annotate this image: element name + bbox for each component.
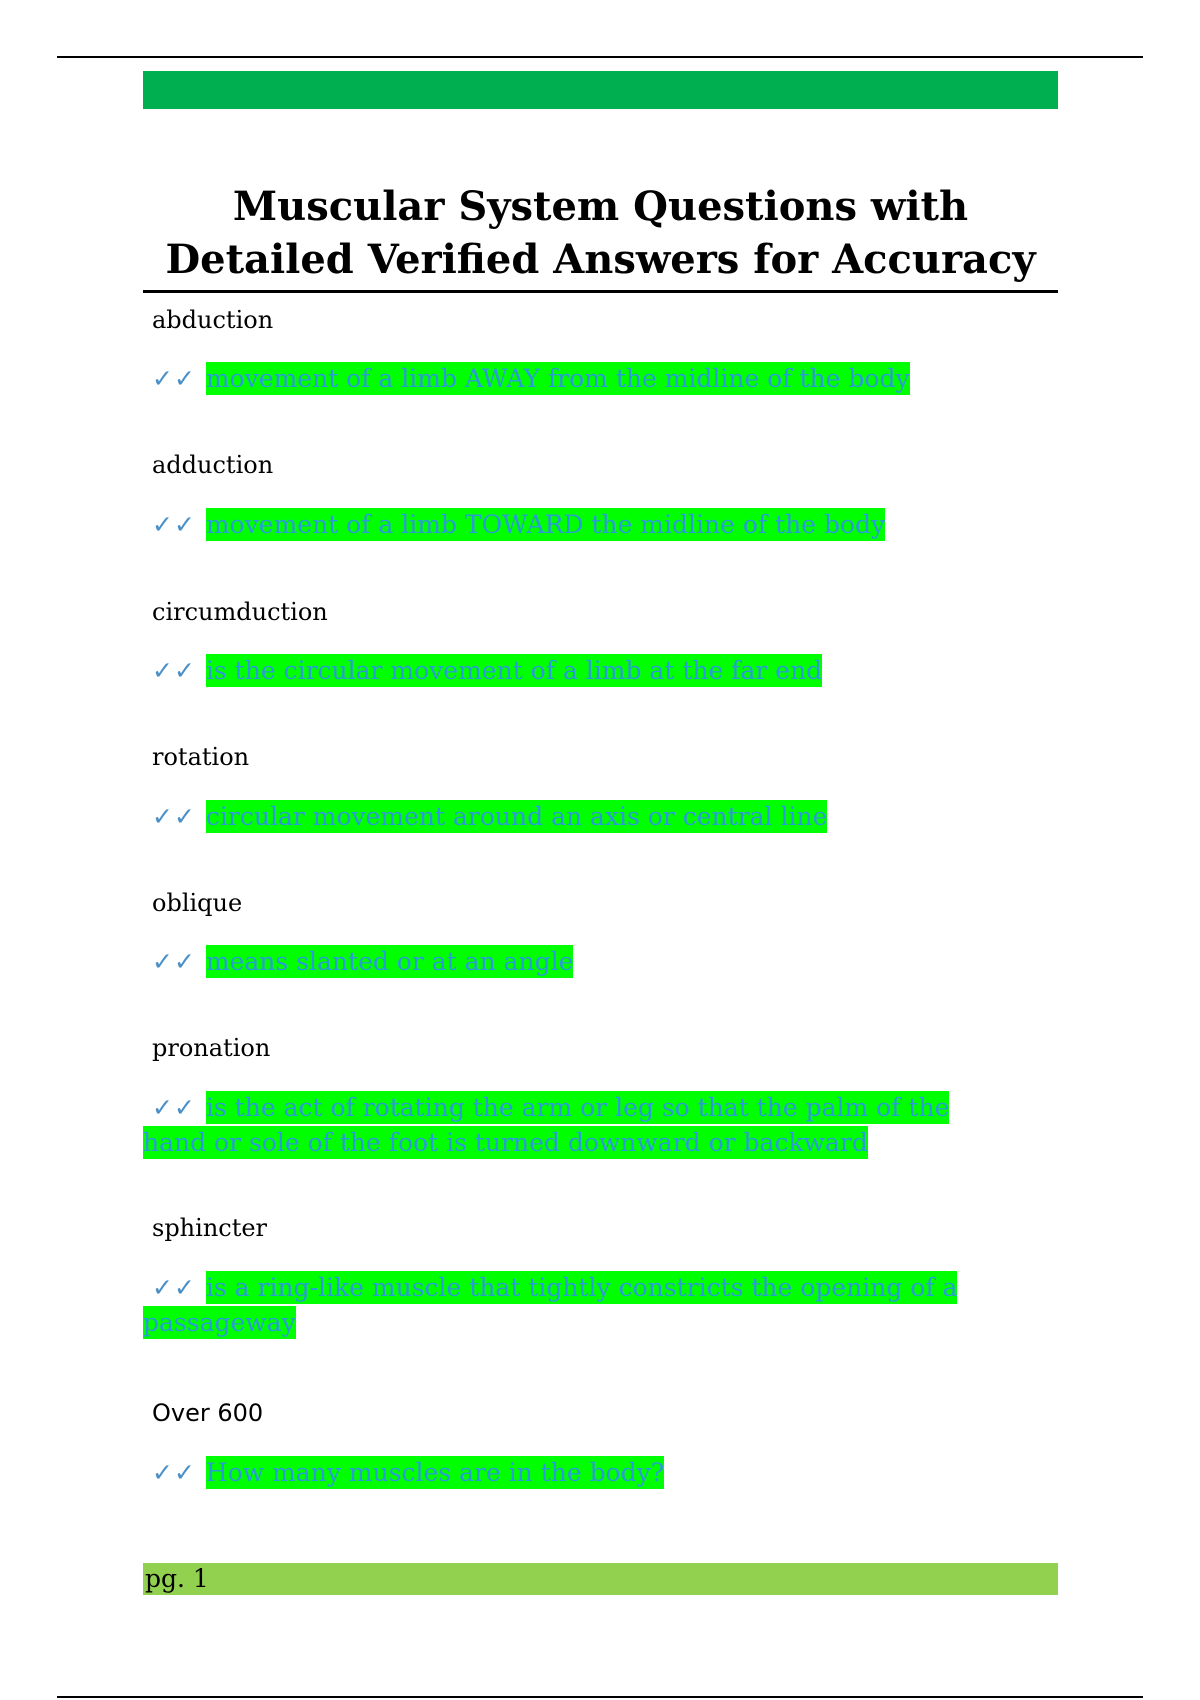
answer-continued: [143, 1305, 1043, 1340]
answer: [143, 1090, 1043, 1125]
top-rule: [57, 56, 1143, 58]
term: oblique: [152, 889, 243, 917]
title-line-2: Detailed Verified Answers for Accuracy: [165, 236, 1036, 283]
answer-text-line-1: is a ring-like muscle that tightly constricts the opening of a: [205, 1273, 958, 1302]
document-title: [143, 180, 1058, 286]
check-icon: ✓✓: [152, 1093, 196, 1122]
answer-text-line-1: is the act of rotating the arm or leg so that the palm of the: [205, 1093, 950, 1122]
term: sphincter: [152, 1214, 268, 1242]
answer-continued: [143, 1125, 1043, 1160]
term: abduction: [152, 306, 274, 334]
check-icon: ✓✓: [152, 802, 196, 831]
term: adduction: [152, 451, 274, 479]
bottom-rule: [57, 1696, 1143, 1698]
term: Over 600: [152, 1399, 264, 1427]
answer-text: movement of a limb AWAY from the midline of the body: [205, 364, 910, 393]
answer-text: circular movement around an axis or central line: [205, 802, 828, 831]
check-icon: ✓✓: [152, 510, 196, 539]
answer-text-line-2: hand or sole of the foot is turned downward or backward: [143, 1128, 868, 1157]
check-icon: ✓✓: [152, 947, 196, 976]
answer: [143, 361, 1043, 396]
term: rotation: [152, 743, 250, 771]
answer: [143, 1455, 1043, 1490]
answer: [143, 507, 1043, 542]
check-icon: ✓✓: [152, 656, 196, 685]
term: circumduction: [152, 598, 328, 626]
page-number: pg. 1: [145, 1564, 209, 1593]
footer-band: [143, 1563, 1058, 1595]
title-underline: [143, 290, 1058, 293]
answer-text: movement of a limb TOWARD the midline of the body: [205, 510, 886, 539]
answer-text: How many muscles are in the body?: [205, 1458, 665, 1487]
check-icon: ✓✓: [152, 1273, 196, 1302]
answer-text: means slanted or at an angle: [205, 947, 574, 976]
answer: [143, 653, 1043, 688]
header-band: [143, 71, 1058, 109]
term: pronation: [152, 1034, 271, 1062]
answer-text: is the circular movement of a limb at the far end: [205, 656, 823, 685]
check-icon: ✓✓: [152, 364, 196, 393]
answer: [143, 944, 1043, 979]
title-line-1: Muscular System Questions with: [232, 183, 969, 230]
answer: [143, 799, 1043, 834]
answer: [143, 1270, 1043, 1305]
check-icon: ✓✓: [152, 1458, 196, 1487]
answer-text-line-2: passageway: [143, 1308, 296, 1337]
